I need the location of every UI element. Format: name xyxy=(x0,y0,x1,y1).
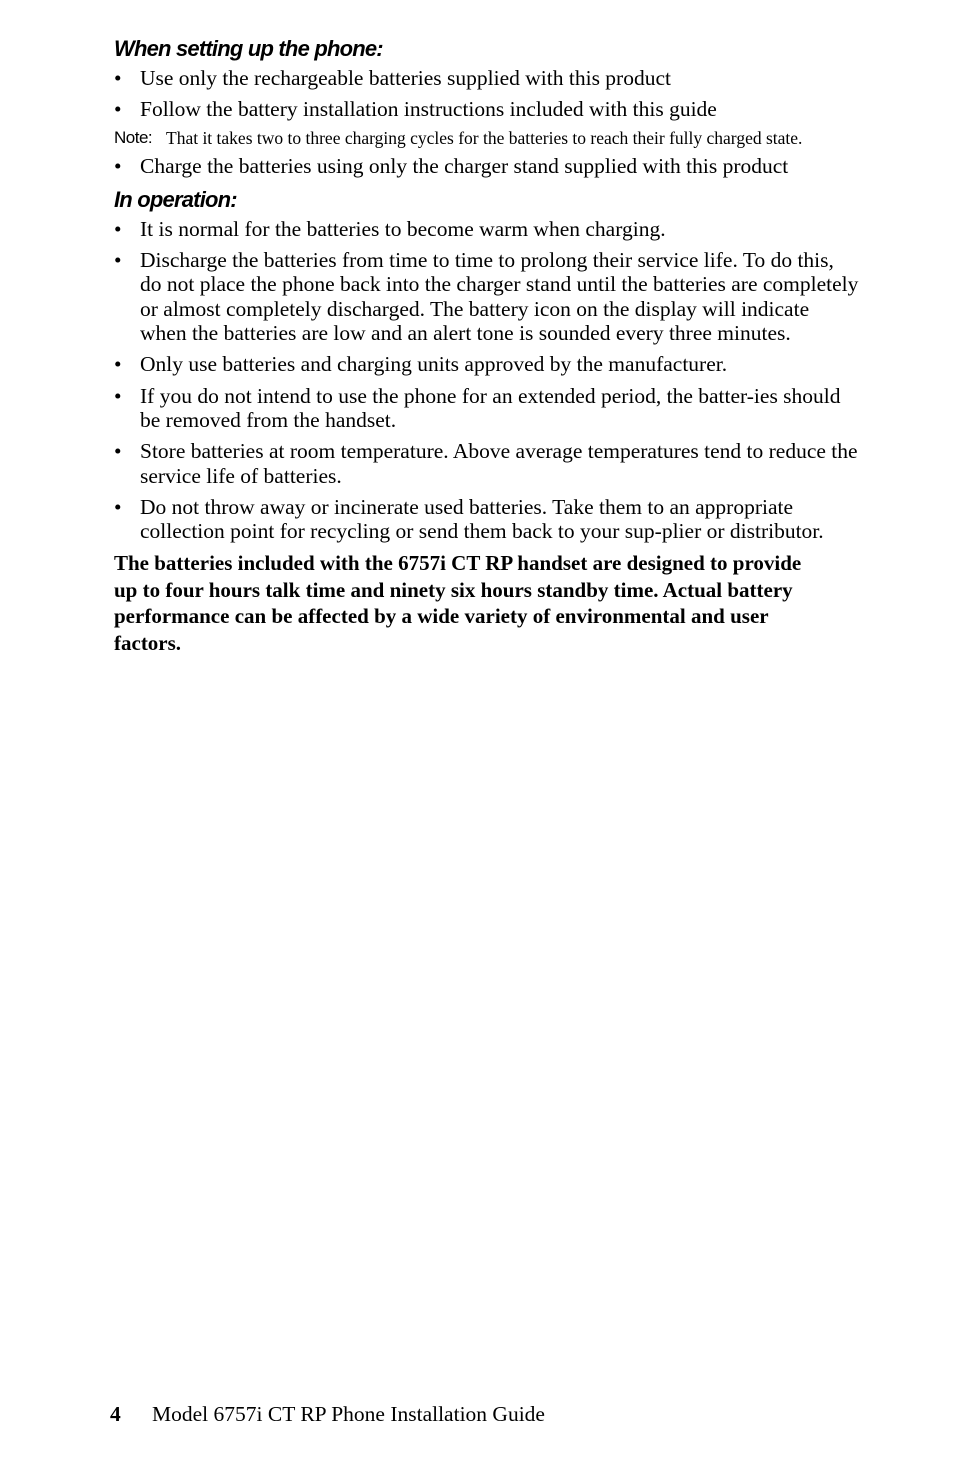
bullet-text: Charge the batteries using only the charger stand supplied with this product xyxy=(140,153,789,178)
bullet-icon: • xyxy=(114,248,122,273)
bullet-text: Use only the rechargeable batteries supplied with this product xyxy=(140,66,671,90)
list-item xyxy=(114,217,859,241)
bullet-icon: • xyxy=(114,216,122,241)
list-item xyxy=(114,495,859,544)
bullet-icon: • xyxy=(114,383,122,408)
bullet-icon: • xyxy=(114,494,122,519)
setup-bullet-list-continued xyxy=(114,154,859,178)
bullet-icon: • xyxy=(114,97,122,122)
bullet-text: Do not throw away or incinerate used batteries. Take them to an appropriate collection point for recycling or send them back to your sup-plier or distributor. xyxy=(140,494,824,544)
list-item xyxy=(114,97,859,121)
operation-bullet-list xyxy=(114,217,859,544)
list-item xyxy=(114,248,859,345)
bullet-text: Discharge the batteries from time to time to prolong their service life. To do this, do not place the phone back into the charger stand until the batteries are completely or almost completely discharged. The battery icon on the display will indicate when the batteries are low and an alert tone is sounded every three minutes. xyxy=(140,248,859,346)
bullet-text: If you do not intend to use the phone for an extended period, the batter-ies should be removed from the handset. xyxy=(140,383,841,432)
list-item xyxy=(114,439,859,488)
bullet-icon: • xyxy=(114,352,122,377)
bullet-text: Store batteries at room temperature. Above average temperatures tend to reduce the service life of batteries. xyxy=(140,439,858,488)
note-block xyxy=(114,126,859,150)
bullet-text: Only use batteries and charging units approved by the manufacturer. xyxy=(140,352,728,377)
footer-title: Model 6757i CT RP Phone Installation Guide xyxy=(152,1402,545,1426)
bullet-text: It is normal for the batteries to become warm when charging. xyxy=(140,216,666,241)
list-item xyxy=(114,384,859,433)
section-heading-operation: In operation: xyxy=(114,186,237,212)
list-item xyxy=(114,66,859,90)
list-item xyxy=(114,154,859,178)
closing-paragraph: The batteries included with the 6757i CT RP handset are designed to provide up to four hours talk time and ninety six hours standby time. Actual battery performance can be affected by a wide variety of environmental and user factors. xyxy=(114,551,802,655)
bullet-text: Follow the battery installation instructions included with this guide xyxy=(140,97,717,122)
bullet-icon: • xyxy=(114,439,122,464)
note-label: Note: xyxy=(114,127,153,147)
document-page xyxy=(114,34,859,656)
list-item xyxy=(114,352,859,376)
note-text: That it takes two to three charging cycles for the batteries to reach their fully charged state. xyxy=(166,127,803,148)
section-heading-setup: When setting up the phone: xyxy=(114,36,383,61)
page-footer xyxy=(110,1400,545,1428)
setup-bullet-list xyxy=(114,66,859,122)
bullet-icon: • xyxy=(114,153,122,178)
bullet-icon: • xyxy=(114,66,122,90)
page-number: 4 xyxy=(110,1402,121,1426)
